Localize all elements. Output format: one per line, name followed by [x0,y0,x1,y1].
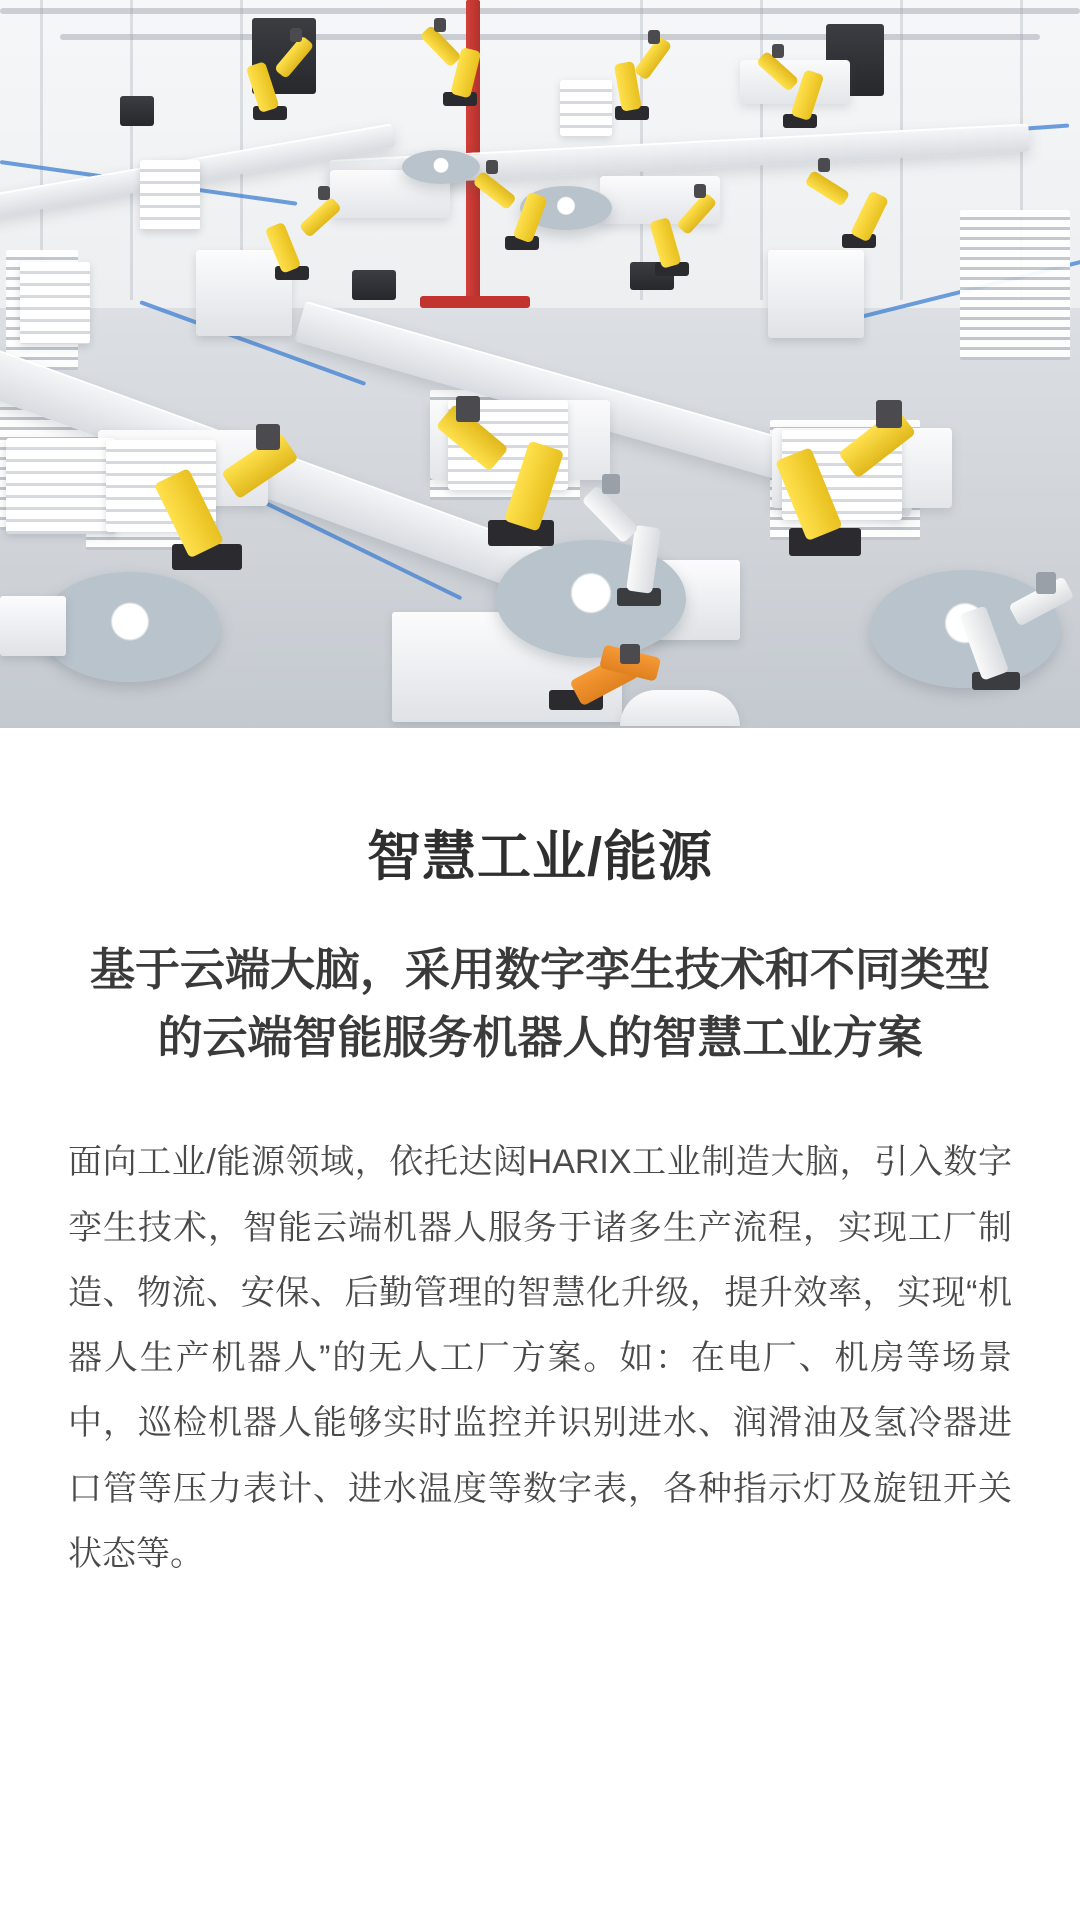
tray-stack [140,160,200,230]
turntable-disc [402,150,480,184]
page-title: 智慧工业/能源 [366,827,713,887]
industrial-robot-arm [612,34,652,120]
industrial-robot-arm [788,400,862,556]
ceiling-beam [60,34,1040,40]
industrial-robot-arm [650,178,694,276]
industrial-robot-arm [172,420,242,570]
collaborative-robot-arm [546,590,606,710]
hero-image-smart-factory [0,0,1080,728]
wall-seam [130,0,133,300]
white-collaborative-robot [614,490,664,606]
red-cross-beam [420,296,530,308]
material-crate [0,596,66,656]
turntable-disc [40,572,220,682]
ceiling-beam [0,8,1080,14]
tray-stack [6,438,116,534]
white-collaborative-robot [968,560,1024,690]
industrial-robot-arm [270,180,314,280]
machine-enclosure [120,96,154,126]
tray-stack [560,80,612,136]
page-subtitle: 基于云端大脑，采用数字孪生技术和不同类型的云端智能服务机器人的智慧工业方案 [89,943,990,1063]
industrial-robot-arm [780,44,820,128]
tray-stack [20,262,90,344]
storage-rack [960,210,1070,360]
article-content [0,728,1080,1911]
machine-enclosure [352,270,396,300]
industrial-robot-arm [836,140,882,248]
industrial-robot-arm [440,20,480,106]
industrial-robot-arm [486,396,556,546]
equipment-cover [620,690,740,726]
article-body-paragraph: 面向工业/能源领域，依托达闼HARIX工业制造大脑，引入数字孪生技术，智能云端机器人服务于诸多生产流程，实现工厂制造、物流、安保、后勤管理的智慧化升级，提升效率，实现“机器人生产机器人”的无人工厂方案。如：在电厂、机房等场景中，巡检机器人能够实时监控并识别进水、润滑油及氢冷器进口管等压力表计、进水温度等数字表，各种指示灯及旋钮开关状态等。 [68,1143,1012,1573]
industrial-robot-arm [250,30,290,120]
material-crate [768,250,864,338]
industrial-robot-arm [500,150,544,250]
